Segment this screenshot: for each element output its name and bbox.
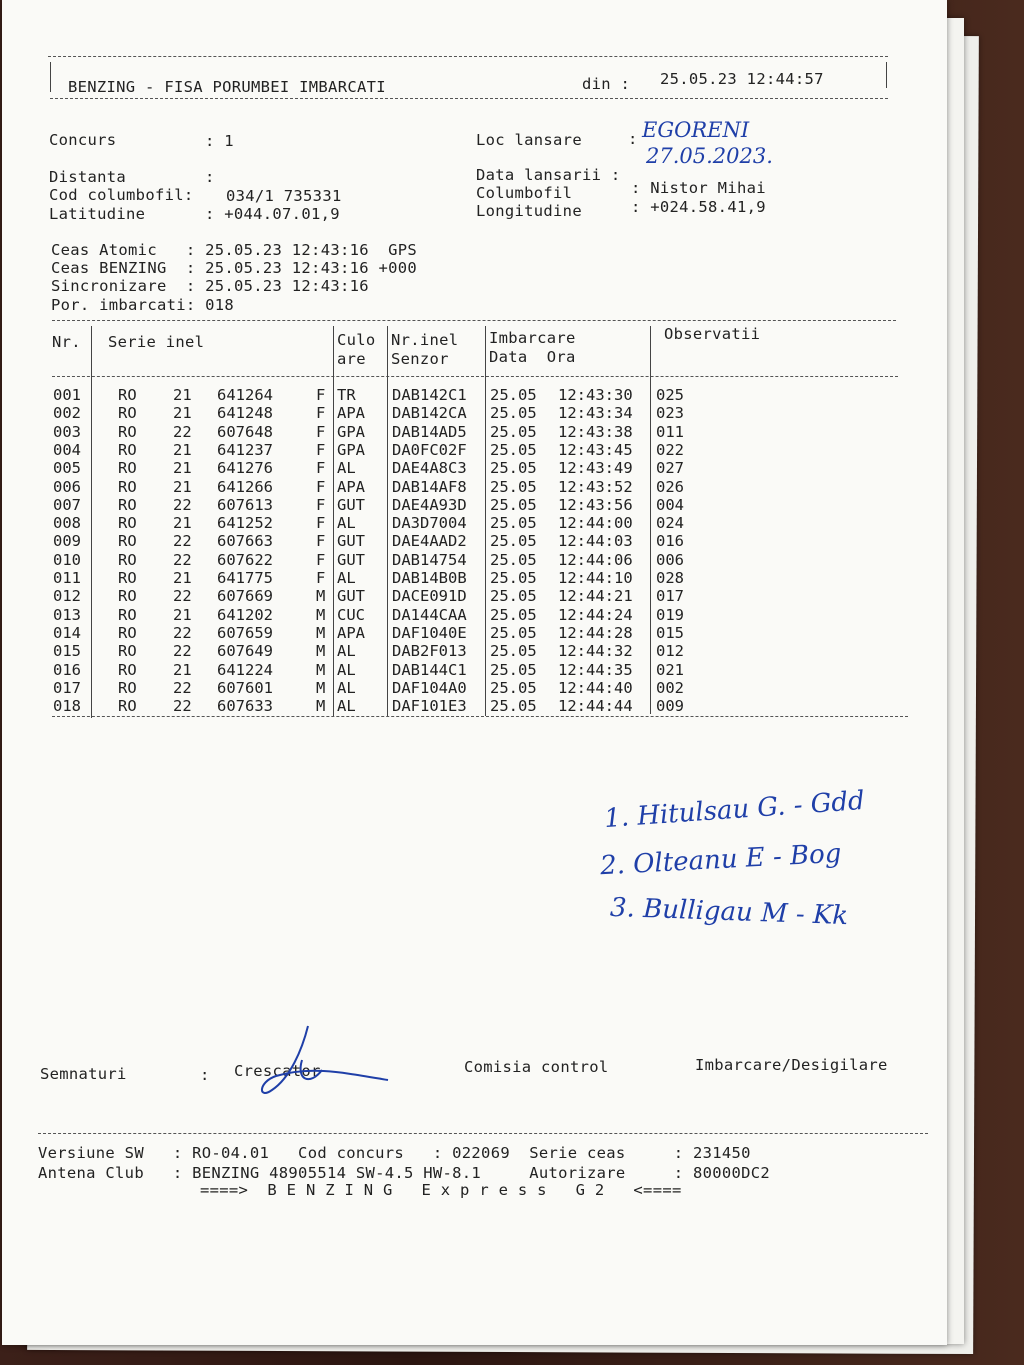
cell-tara: RO: [118, 477, 137, 496]
cell-senzor: DA3D7004: [392, 514, 467, 533]
cell-ora: 12:43:34: [558, 404, 633, 423]
cell-cul: CUC: [337, 605, 365, 624]
cell-data: 25.05: [490, 550, 537, 569]
cell-inel: 641266: [217, 477, 273, 496]
cell-an: 22: [173, 697, 192, 716]
cell-cul: GUT: [337, 587, 365, 606]
loc-lansare-colon: :: [628, 130, 638, 148]
cell-nr: 013: [53, 605, 81, 624]
cell-tara: RO: [118, 587, 137, 606]
cell-cul: APA: [337, 477, 365, 496]
cell-inel: 641252: [217, 514, 273, 533]
cell-an: 21: [173, 477, 192, 496]
cell-inel: 607663: [217, 532, 273, 551]
footer-line-3: ====> B E N Z I N G E x p r e s s G 2 <====: [200, 1181, 682, 1199]
cell-tara: RO: [118, 422, 137, 441]
cell-tara: RO: [118, 660, 137, 679]
cell-obs: 002: [656, 678, 684, 697]
cell-sex: F: [316, 477, 326, 496]
cell-an: 21: [173, 404, 192, 423]
cell-tara: RO: [118, 605, 137, 624]
cell-obs: 006: [656, 550, 684, 569]
cell-data: 25.05: [490, 678, 537, 697]
cell-ora: 12:44:32: [558, 642, 633, 661]
cell-sex: F: [316, 514, 326, 533]
cell-ora: 12:44:35: [558, 660, 633, 679]
cell-cul: AL: [337, 569, 356, 587]
cell-senzor: DACE091D: [392, 587, 467, 606]
cell-senzor: DAF1040E: [392, 623, 467, 642]
cod-columbofil-value: 034/1 735331: [226, 187, 342, 205]
crescator-label: Crescator: [234, 1062, 321, 1080]
cell-data: 25.05: [490, 477, 537, 496]
imbarcare-desigilare-label: Imbarcare/Desigilare: [695, 1056, 888, 1074]
cell-cul: AL: [337, 642, 356, 661]
cell-an: 22: [173, 587, 192, 606]
cell-nr: 011: [53, 569, 81, 587]
cell-nr: 002: [53, 404, 81, 423]
cell-an: 22: [173, 495, 192, 514]
table-border-top: [52, 320, 896, 321]
cell-data: 25.05: [490, 697, 537, 716]
handwritten-line-2: 2. Olteanu E - Bog: [599, 838, 843, 882]
cell-senzor: DAB2F013: [392, 642, 467, 661]
cell-inel: 607601: [217, 678, 273, 697]
document-title: BENZING - FISA PORUMBEI IMBARCATI: [68, 78, 386, 96]
cell-data: 25.05: [490, 660, 537, 679]
footer-divider: [38, 1133, 928, 1134]
cell-inel: 607649: [217, 642, 273, 661]
cell-obs: 012: [656, 642, 684, 661]
cell-sex: F: [316, 386, 326, 404]
cell-nr: 003: [53, 422, 81, 441]
cell-inel: 607613: [217, 495, 273, 514]
cell-senzor: DAB14754: [392, 550, 467, 569]
cell-sex: M: [316, 605, 326, 624]
cell-tara: RO: [118, 404, 137, 423]
cell-tara: RO: [118, 623, 137, 642]
cell-data: 25.05: [490, 386, 537, 404]
cell-an: 21: [173, 569, 192, 587]
cell-inel: 607669: [217, 587, 273, 606]
cell-nr: 016: [53, 660, 81, 679]
cell-ora: 12:44:40: [558, 678, 633, 697]
cell-inel: 641264: [217, 386, 273, 404]
cell-ora: 12:43:30: [558, 386, 633, 404]
cell-obs: 027: [656, 459, 684, 478]
cell-inel: 607622: [217, 550, 273, 569]
cell-an: 22: [173, 678, 192, 697]
cell-tara: RO: [118, 678, 137, 697]
cell-sex: M: [316, 587, 326, 606]
cell-data: 25.05: [490, 422, 537, 441]
ceas-atomic: Ceas Atomic : 25.05.23 12:43:16 GPS: [51, 241, 418, 259]
cell-inel: 607648: [217, 422, 273, 441]
loc-lansare-handwritten: EGORENI: [642, 118, 750, 142]
concurs-label: Concurs: [49, 131, 117, 149]
cell-tara: RO: [118, 495, 137, 514]
cell-sex: M: [316, 623, 326, 642]
cell-inel: 641775: [217, 569, 273, 587]
cell-ora: 12:43:52: [558, 477, 633, 496]
cell-tara: RO: [118, 386, 137, 404]
cell-ora: 12:44:28: [558, 623, 633, 642]
cell-sex: F: [316, 459, 326, 478]
cell-sex: F: [316, 532, 326, 551]
cell-nr: 007: [53, 495, 81, 514]
cell-tara: RO: [118, 459, 137, 478]
cell-senzor: DAB14AD5: [392, 422, 467, 441]
cod-columbofil-label: Cod columbofil:: [49, 186, 194, 204]
cell-data: 25.05: [490, 569, 537, 587]
col-nr: Nr.: [52, 333, 81, 351]
cell-inel: 641248: [217, 404, 273, 423]
cell-an: 22: [173, 422, 192, 441]
columbofil-label: Columbofil: [476, 184, 573, 202]
cell-cul: GPA: [337, 422, 365, 441]
cell-nr: 009: [53, 532, 81, 551]
cell-tara: RO: [118, 642, 137, 661]
cell-nr: 004: [53, 440, 81, 459]
cell-senzor: DAE4A8C3: [392, 459, 467, 478]
cell-data: 25.05: [490, 532, 537, 551]
cell-nr: 017: [53, 678, 81, 697]
cell-ora: 12:43:49: [558, 459, 633, 478]
cell-an: 21: [173, 605, 192, 624]
cell-cul: AL: [337, 697, 356, 716]
data-lansarii-handwritten: 27.05.2023.: [646, 144, 773, 168]
cell-nr: 015: [53, 642, 81, 661]
cell-ora: 12:44:10: [558, 569, 633, 587]
col-culoare-1: Culo: [337, 331, 376, 349]
cell-sex: F: [316, 569, 326, 587]
cell-nr: 008: [53, 514, 81, 533]
cell-ora: 12:44:06: [558, 550, 633, 569]
cell-nr: 006: [53, 477, 81, 496]
col-nr-inel-2: Senzor: [391, 350, 449, 368]
col-imbarcare-2: Data Ora: [489, 348, 576, 366]
footer-line-1: Versiune SW : RO-04.01 Cod concurs : 022069 Serie ceas : 231450: [38, 1144, 751, 1162]
cell-ora: 12:43:45: [558, 440, 633, 459]
col-culoare-2: are: [337, 350, 366, 368]
latitudine-label: Latitudine: [49, 205, 146, 223]
col-separator: [91, 326, 92, 718]
semnaturi-label: Semnaturi: [40, 1065, 127, 1083]
cell-sex: F: [316, 495, 326, 514]
cell-obs: 017: [656, 587, 684, 606]
cell-cul: APA: [337, 623, 365, 642]
cell-inel: 641224: [217, 660, 273, 679]
cell-an: 22: [173, 550, 192, 569]
col-observatii: Observatii: [664, 325, 761, 343]
ceas-benzing: Ceas BENZING : 25.05.23 12:43:16 +000: [51, 259, 418, 277]
cell-senzor: DA144CAA: [392, 605, 467, 624]
cell-inel: 641276: [217, 459, 273, 478]
cell-tara: RO: [118, 440, 137, 459]
cell-an: 21: [173, 514, 192, 533]
cell-senzor: DAF101E3: [392, 697, 467, 716]
cell-obs: 028: [656, 569, 684, 587]
distanta-value: :: [205, 168, 215, 186]
cell-an: 21: [173, 440, 192, 459]
cell-senzor: DAB144C1: [392, 660, 467, 679]
cell-obs: 026: [656, 477, 684, 496]
longitudine-value: : +024.58.41,9: [631, 198, 766, 216]
columbofil-value: : Nistor Mihai: [631, 179, 766, 197]
cell-data: 25.05: [490, 623, 537, 642]
cell-sex: F: [316, 404, 326, 423]
longitudine-label: Longitudine: [476, 202, 582, 220]
crescator-signature: [250, 1020, 400, 1110]
cell-nr: 014: [53, 623, 81, 642]
cell-data: 25.05: [490, 587, 537, 606]
cell-nr: 018: [53, 697, 81, 716]
cell-cul: GUT: [337, 495, 365, 514]
cell-senzor: DAE4A93D: [392, 495, 467, 514]
table-border-bottom: [52, 716, 908, 717]
cell-ora: 12:44:21: [558, 587, 633, 606]
cell-sex: M: [316, 697, 326, 716]
cell-obs: 025: [656, 386, 684, 404]
cell-obs: 023: [656, 404, 684, 423]
cell-senzor: DAB142CA: [392, 404, 467, 423]
cell-an: 21: [173, 660, 192, 679]
cell-tara: RO: [118, 514, 137, 533]
cell-obs: 016: [656, 532, 684, 551]
cell-obs: 022: [656, 440, 684, 459]
loc-lansare-label: Loc lansare: [476, 131, 582, 149]
handwritten-line-3: 3. Bulligau M - Kk: [609, 892, 849, 932]
cell-inel: 641237: [217, 440, 273, 459]
cell-cul: GPA: [337, 440, 365, 459]
porumbei-imbarcati: Por. imbarcati: 018: [51, 296, 235, 314]
cell-cul: AL: [337, 660, 356, 679]
cell-data: 25.05: [490, 459, 537, 478]
cell-an: 22: [173, 532, 192, 551]
cell-obs: 009: [656, 697, 684, 716]
cell-sex: M: [316, 678, 326, 697]
cell-senzor: DAF104A0: [392, 678, 467, 697]
cell-data: 25.05: [490, 495, 537, 514]
cell-data: 25.05: [490, 605, 537, 624]
header-border-right: [886, 62, 887, 88]
col-nr-inel-1: Nr.inel: [391, 331, 459, 349]
cell-ora: 12:44:03: [558, 532, 633, 551]
cell-inel: 607659: [217, 623, 273, 642]
cell-nr: 001: [53, 386, 81, 404]
cell-ora: 12:44:00: [558, 514, 633, 533]
cell-cul: AL: [337, 459, 356, 478]
col-separator: [485, 326, 486, 716]
cell-obs: 011: [656, 422, 684, 441]
cell-obs: 021: [656, 660, 684, 679]
cell-data: 25.05: [490, 440, 537, 459]
comisia-control-label: Comisia control: [464, 1058, 609, 1076]
cell-ora: 12:43:38: [558, 422, 633, 441]
col-separator: [333, 326, 334, 716]
cell-nr: 010: [53, 550, 81, 569]
cell-tara: RO: [118, 532, 137, 551]
cell-obs: 019: [656, 605, 684, 624]
semnaturi-colon: :: [200, 1066, 210, 1084]
handwritten-line-1: 1. Hitulsau G. - Gdd: [603, 785, 866, 835]
cell-tara: RO: [118, 550, 137, 569]
cell-an: 21: [173, 386, 192, 404]
col-separator: [387, 326, 388, 716]
cell-cul: AL: [337, 678, 356, 697]
cell-senzor: DAB14AF8: [392, 477, 467, 496]
cell-nr: 005: [53, 459, 81, 478]
cell-obs: 004: [656, 495, 684, 514]
col-serie-inel: Serie inel: [108, 333, 205, 351]
data-lansarii-label: Data lansarii :: [476, 166, 621, 184]
cell-ora: 12:44:24: [558, 605, 633, 624]
cell-an: 22: [173, 642, 192, 661]
cell-cul: GUT: [337, 550, 365, 569]
cell-obs: 015: [656, 623, 684, 642]
cell-sex: F: [316, 422, 326, 441]
cell-an: 22: [173, 623, 192, 642]
cell-cul: TR: [337, 386, 356, 404]
cell-senzor: DA0FC02F: [392, 440, 467, 459]
cell-sex: M: [316, 642, 326, 661]
cell-sex: F: [316, 550, 326, 569]
header-border-left: [50, 62, 51, 92]
cell-tara: RO: [118, 697, 137, 716]
cell-an: 21: [173, 459, 192, 478]
header-border-bottom: [50, 98, 888, 99]
cell-cul: APA: [337, 404, 365, 423]
sincronizare: Sincronizare : 25.05.23 12:43:16: [51, 277, 369, 295]
din-value: 25.05.23 12:44:57: [660, 70, 824, 88]
cell-obs: 024: [656, 514, 684, 533]
cell-tara: RO: [118, 569, 137, 587]
cell-senzor: DAB14B0B: [392, 569, 467, 587]
cell-ora: 12:43:56: [558, 495, 633, 514]
header-border-top: [48, 56, 888, 57]
cell-data: 25.05: [490, 642, 537, 661]
din-label: din :: [582, 75, 631, 93]
concurs-value: : 1: [205, 132, 234, 150]
cell-senzor: DAE4AAD2: [392, 532, 467, 551]
cell-cul: GUT: [337, 532, 365, 551]
col-imbarcare-1: Imbarcare: [489, 329, 576, 347]
table-header-divider: [52, 376, 898, 377]
cell-data: 25.05: [490, 514, 537, 533]
cell-data: 25.05: [490, 404, 537, 423]
cell-ora: 12:44:44: [558, 697, 633, 716]
distanta-label: Distanta: [49, 168, 127, 186]
footer-line-2: Antena Club : BENZING 48905514 SW-4.5 HW-8.1 Autorizare : 80000DC2: [38, 1164, 771, 1182]
cell-inel: 607633: [217, 697, 273, 716]
cell-senzor: DAB142C1: [392, 386, 467, 404]
cell-inel: 641202: [217, 605, 273, 624]
cell-nr: 012: [53, 587, 81, 606]
col-separator: [650, 326, 651, 714]
cell-cul: AL: [337, 514, 356, 533]
cell-sex: F: [316, 440, 326, 459]
latitudine-value: : +044.07.01,9: [205, 205, 340, 223]
cell-sex: M: [316, 660, 326, 679]
